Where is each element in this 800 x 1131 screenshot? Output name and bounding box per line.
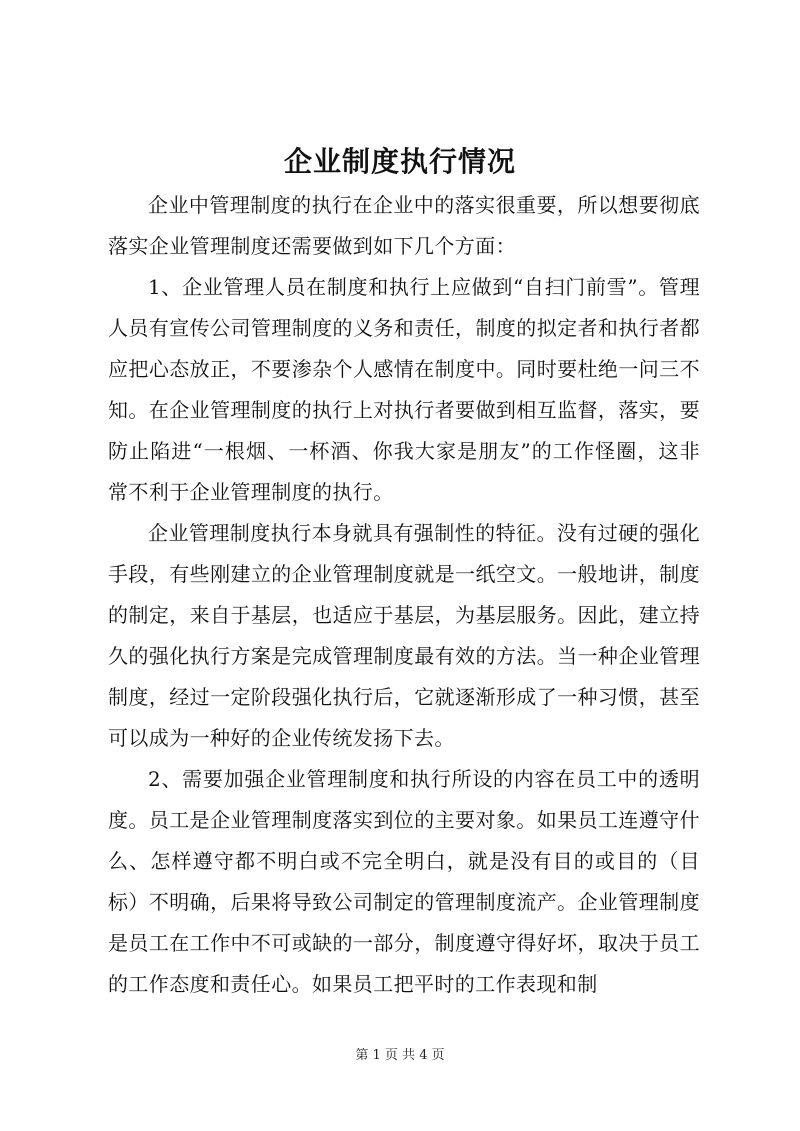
paragraph-point-1: 1、企业管理人员在制度和执行上应做到“自扫门前雪”。管理人员有宣传公司管理制度的义务和责任，制度的拟定者和执行者都应把心态放正，不要渗杂个人感情在制度中。同时要杜绝一问三不知。在企业管理制度的执行上对执行者要做到相互监督，落实，要防止陷进“一根烟、一杯酒、你我大家是朋友”的工作怪圈，这非常不利于企业管理制度的执行。: [108, 275, 700, 504]
paragraph-point-2: 2、需要加强企业管理制度和执行所设的内容在员工中的透明度。员工是企业管理制度落实到位的主要对象。如果员工连遵守什么、怎样遵守都不明白或不完全明白，就是没有目的或目的（目标）不明确，后果将导致公司制定的管理制度流产。企业管理制度是员工在工作中不可或缺的一部分，制度遵守得好坏，取决于员工的工作态度和责任心。如果员工把平时的工作表现和制: [108, 767, 700, 996]
paragraph-intro: 企业中管理制度的执行在企业中的落实很重要，所以想要彻底落实企业管理制度还需要做到如下几个方面：: [108, 193, 700, 258]
document-title: 企业制度执行情况: [283, 145, 516, 178]
page-footer: 第 1 页 共 4 页: [355, 1048, 445, 1063]
paragraph-enforcement: 企业管理制度执行本身就具有强制性的特征。没有过硬的强化手段，有些刚建立的企业管理制度就是一纸空文。一般地讲，制度的制定，来自于基层，也适应于基层，为基层服务。因此，建立持久的强化执行方案是完成管理制度最有效的方法。当一种企业管理制度，经过一定阶段强化执行后，它就逐渐形成了一种习惯，甚至可以成为一种好的企业传统发扬下去。: [108, 521, 700, 750]
document-body: [108, 185, 700, 1005]
